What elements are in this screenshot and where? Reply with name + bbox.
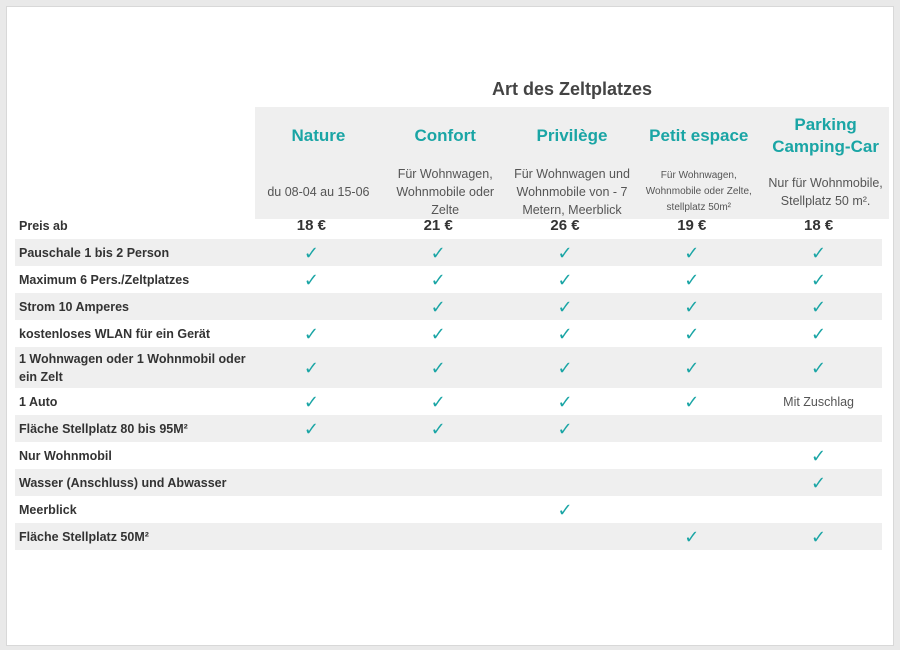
row-label: Wasser (Anschluss) und Abwasser xyxy=(19,475,227,490)
row-label: Fläche Stellplatz 80 bis 95M² xyxy=(19,421,188,436)
price-value: 18 € xyxy=(296,217,326,234)
check-icon: ✓ xyxy=(811,357,827,378)
column-header-row xyxy=(255,107,889,219)
feature-table xyxy=(15,212,882,550)
column-header xyxy=(635,107,762,219)
table-row xyxy=(15,496,882,523)
column-header xyxy=(509,107,636,219)
check-icon: ✓ xyxy=(811,526,827,547)
check-icon: ✓ xyxy=(303,242,319,263)
check-icon: ✓ xyxy=(811,296,827,317)
check-icon: ✓ xyxy=(430,418,446,439)
price-value: 21 € xyxy=(423,217,453,234)
check-icon: ✓ xyxy=(684,296,700,317)
row-label: Pauschale 1 bis 2 Person xyxy=(19,245,170,260)
table-row xyxy=(15,442,882,469)
table-row xyxy=(15,469,882,496)
column-header xyxy=(382,107,509,219)
table-row xyxy=(15,347,882,388)
check-icon: ✓ xyxy=(430,296,446,317)
check-icon: ✓ xyxy=(557,391,573,412)
check-icon: ✓ xyxy=(303,418,319,439)
row-label: Fläche Stellplatz 50M² xyxy=(19,529,149,544)
check-icon: ✓ xyxy=(557,242,573,263)
row-label: Strom 10 Amperes xyxy=(19,299,129,314)
column-name: Nature xyxy=(291,126,346,145)
row-label: Maximum 6 Pers./Zeltplatzes xyxy=(19,272,190,287)
column-name: Privilège xyxy=(536,126,608,145)
check-icon: ✓ xyxy=(430,357,446,378)
check-icon: ✓ xyxy=(684,323,700,344)
check-icon: ✓ xyxy=(684,269,700,290)
row-label: 1 Auto xyxy=(19,394,58,409)
column-name: Petit espace xyxy=(649,126,749,145)
row-label: Preis ab xyxy=(19,218,68,233)
check-icon: ✓ xyxy=(684,357,700,378)
check-icon: ✓ xyxy=(303,269,319,290)
check-icon: ✓ xyxy=(430,242,446,263)
check-icon: ✓ xyxy=(684,526,700,547)
row-label: 1 Wohnwagen oder 1 Wohnmobil oder ein Zelt xyxy=(19,351,246,384)
column-description: Für Wohnwagen und Wohnmobile von - 7 Metern, Meerblick xyxy=(514,167,630,217)
check-icon: ✓ xyxy=(430,323,446,344)
table-row xyxy=(15,239,882,266)
table-row xyxy=(15,320,882,347)
row-label: Meerblick xyxy=(19,502,77,517)
check-icon: ✓ xyxy=(557,296,573,317)
check-icon: ✓ xyxy=(684,391,700,412)
check-icon: ✓ xyxy=(557,357,573,378)
table-row xyxy=(15,293,882,320)
check-icon: ✓ xyxy=(303,391,319,412)
table-row xyxy=(15,212,882,239)
price-value: 26 € xyxy=(550,217,580,234)
check-icon: ✓ xyxy=(811,269,827,290)
table-cell: Mit Zuschlag xyxy=(783,394,855,409)
column-header xyxy=(255,107,382,219)
check-icon: ✓ xyxy=(557,323,573,344)
column-header xyxy=(762,107,889,219)
check-icon: ✓ xyxy=(811,472,827,493)
check-icon: ✓ xyxy=(811,323,827,344)
column-description: du 08-04 au 15-06 xyxy=(267,185,370,199)
check-icon: ✓ xyxy=(557,269,573,290)
table-row xyxy=(15,523,882,550)
column-name: Confort xyxy=(414,126,476,145)
check-icon: ✓ xyxy=(303,323,319,344)
price-value: 19 € xyxy=(677,217,707,234)
table-row xyxy=(15,266,882,293)
section-title: Art des Zeltplatzes xyxy=(491,79,653,99)
check-icon: ✓ xyxy=(811,242,827,263)
column-description: Für Wohnwagen, Wohnmobile oder Zelte xyxy=(396,167,495,217)
check-icon: ✓ xyxy=(303,357,319,378)
check-icon: ✓ xyxy=(684,242,700,263)
price-value: 18 € xyxy=(803,217,834,234)
column-description: Nur für Wohnmobile, Stellplatz 50 m². xyxy=(768,176,883,208)
column-description: Für Wohnwagen, Wohnmobile oder Zelte, stellplatz 50m² xyxy=(645,170,752,213)
table-row xyxy=(15,415,882,442)
check-icon: ✓ xyxy=(811,445,827,466)
table-row xyxy=(15,388,882,415)
check-icon: ✓ xyxy=(430,269,446,290)
row-label: Nur Wohnmobil xyxy=(19,448,112,463)
row-label: kostenloses WLAN für ein Gerät xyxy=(19,326,211,341)
check-icon: ✓ xyxy=(557,499,573,520)
check-icon: ✓ xyxy=(557,418,573,439)
check-icon: ✓ xyxy=(430,391,446,412)
column-name: Parking Camping-Car xyxy=(772,115,879,156)
